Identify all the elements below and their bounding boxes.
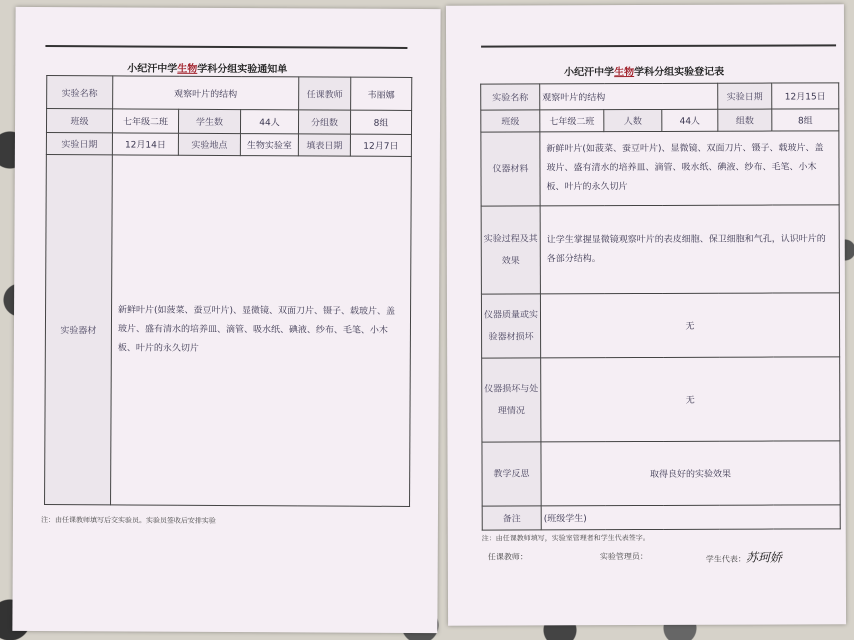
label-reflection: 教学反思 [482,442,541,506]
value-reflection: 取得良好的实验效果 [541,441,840,506]
value-experiment-name: 观察叶片的结构 [540,83,718,110]
record-sheet [446,4,846,625]
label-equipment: 实验器材 [45,155,113,505]
title-suffix: 学科分组实验通知单 [197,63,288,76]
label-remark: 备注 [482,506,541,530]
notice-footnote: 注：由任课教师填写后交实验员。实验员签收后安排实验 [40,516,216,525]
label-damage: 仪器质量或实验器材损坏 [481,294,540,358]
sign-teacher-label: 任课教师： [487,552,528,562]
sign-admin-label: 实验管理员： [599,551,648,562]
notice-table [44,75,412,507]
value-remark: (班级学生) [541,505,840,530]
notice-sheet [12,7,440,633]
label-headcount: 人数 [604,109,662,131]
value-equipment: 新鲜叶片(如菠菜、蚕豆叶片)、显微镜、双面刀片、镊子、载玻片、盖玻片、盛有清水的培养皿、滴管、吸水纸、碘液、纱布、毛笔、小木板、叶片的永久切片 [111,155,412,507]
label-loss: 仪器损坏与处理情况 [482,358,541,442]
label-class: 班级 [481,110,540,132]
value-headcount: 44人 [662,109,718,131]
sign-student-label: 学生代表： [705,554,746,564]
record-table [480,82,841,530]
label-teacher: 任课教师 [299,77,351,110]
title-school: 小纪汗中学 [127,63,178,75]
value-experiment-date: 12月15日 [772,83,839,109]
label-materials: 仪器材料 [481,132,540,206]
top-rule [481,44,836,47]
value-location: 生物实验室 [240,134,298,156]
label-fill-date: 填表日期 [298,134,350,156]
label-experiment-name: 实验名称 [47,76,113,109]
sign-student [706,549,782,566]
notice-title [127,59,287,75]
label-experiment-date: 实验日期 [46,133,112,155]
top-rule [45,45,407,49]
title-suffix: 学科分组实验登记表 [634,66,725,79]
title-school: 小纪汗中学 [564,67,615,79]
value-class: 七年级二班 [540,110,604,132]
value-materials: 新鲜叶片(如菠菜、蚕豆叶片)、显微镜、双面刀片、镊子、载玻片、盖玻片、盛有清水的培养皿、滴管、吸水纸、碘液、纱布、毛笔、小木板、叶片的永久切片 [540,131,839,206]
value-teacher: 韦丽娜 [351,77,412,110]
record-footnote: 注：由任课教师填写，实验室管理者和学生代表签字。 [481,533,650,543]
label-location: 实验地点 [178,133,240,155]
value-experiment-name: 观察叶片的结构 [113,76,299,110]
value-process: 让学生掌握显微镜观察叶片的表皮细胞、保卫细胞和气孔，认识叶片的各部分结构。 [540,205,839,294]
student-signature: 苏珂娇 [745,550,782,565]
value-group-count: 8组 [350,110,411,134]
value-experiment-date: 12月14日 [112,133,178,155]
label-experiment-name: 实验名称 [481,84,540,110]
value-fill-date: 12月7日 [350,134,411,156]
label-class: 班级 [46,109,112,133]
label-group-count: 分组数 [298,110,350,134]
record-title [564,63,724,79]
label-experiment-date: 实验日期 [718,83,772,109]
title-subject: 生物 [614,67,635,79]
value-class: 七年级二班 [112,109,178,133]
label-process: 实验过程及其效果 [481,206,540,294]
label-groups: 组数 [718,109,772,131]
title-subject: 生物 [177,63,198,75]
value-student-count: 44人 [240,110,298,134]
value-loss: 无 [541,357,840,442]
value-damage: 无 [540,293,839,358]
value-groups: 8组 [772,109,839,131]
label-student-count: 学生数 [178,109,240,133]
